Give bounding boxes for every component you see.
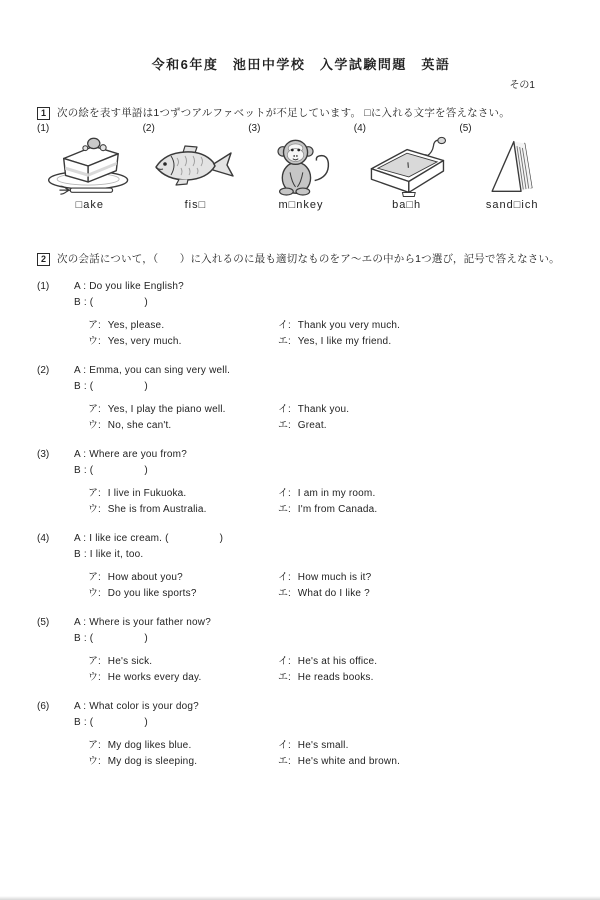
dialogue-line-b: B : ( ) xyxy=(74,296,148,308)
scan-edge-shadow xyxy=(0,896,600,900)
option-u: ウ: My dog is sleeping. xyxy=(88,756,198,767)
question-1 xyxy=(37,279,565,350)
option-u: ウ: Yes, very much. xyxy=(88,336,182,347)
figure-word: sand□ich xyxy=(485,199,539,211)
question-number: (6) xyxy=(37,701,50,712)
option-e: エ: He reads books. xyxy=(278,672,374,683)
figure-item-monkey xyxy=(248,122,354,212)
figure-item-cake xyxy=(37,122,143,212)
dialogue-line-a: A : Where is your father now? xyxy=(74,617,211,628)
figure-number: (1) xyxy=(37,123,50,134)
figure-icon-wrap xyxy=(354,135,460,197)
answer-options xyxy=(88,570,565,602)
option-e: エ: What do I like ? xyxy=(278,588,370,599)
option-i: イ: He's at his office. xyxy=(278,656,378,667)
question-number: (4) xyxy=(37,533,50,544)
monkey-icon xyxy=(270,135,332,197)
option-u: ウ: He works every day. xyxy=(88,672,202,683)
figure-word: ba□h xyxy=(392,199,422,211)
dialogue-line-a: A : I like ice cream. ( ) xyxy=(74,533,224,544)
answer-options xyxy=(88,654,565,686)
fish-icon xyxy=(149,142,241,190)
dialogue-line-b: B : ( ) xyxy=(74,380,148,392)
question-6 xyxy=(37,699,565,770)
question-number: (3) xyxy=(37,449,50,460)
option-e: エ: Yes, I like my friend. xyxy=(278,336,392,347)
option-e: エ: Great. xyxy=(278,420,327,431)
section1-instruction: 次の絵を表す単語は1つずつアルファベットが不足しています。 □に入れる文字を答えなさい。 xyxy=(57,107,510,119)
option-a: ア: Yes, please. xyxy=(88,320,165,331)
figure-icon-wrap xyxy=(248,135,354,197)
option-u: ウ: No, she can't. xyxy=(88,420,172,431)
option-u: ウ: She is from Australia. xyxy=(88,504,207,515)
figure-word: fis□ xyxy=(184,199,207,211)
dialogue-line-b: B : ( ) xyxy=(74,632,148,644)
figure-icon-wrap xyxy=(37,135,143,197)
figure-item-fish xyxy=(143,122,249,212)
page-number-label: その1 xyxy=(509,80,535,91)
dialogue-line-b: B : I like it, too. xyxy=(74,548,144,560)
option-e: エ: I'm from Canada. xyxy=(278,504,378,515)
figure-number: (3) xyxy=(248,123,261,134)
option-i: イ: Thank you very much. xyxy=(278,320,401,331)
answer-options xyxy=(88,486,565,518)
option-e: エ: He's white and brown. xyxy=(278,756,401,767)
option-i: イ: How much is it? xyxy=(278,572,372,583)
option-u: ウ: Do you like sports? xyxy=(88,588,197,599)
figure-word: m□nkey xyxy=(278,199,324,211)
section1-figures xyxy=(37,122,565,212)
section1-header xyxy=(37,106,565,120)
section2-number-box: 2 xyxy=(37,253,50,266)
option-i: イ: I am in my room. xyxy=(278,488,376,499)
option-a: ア: How about you? xyxy=(88,572,183,583)
answer-options xyxy=(88,738,565,770)
figure-word: □ake xyxy=(75,199,104,211)
dialogue-line-b: B : ( ) xyxy=(74,716,148,728)
answer-options xyxy=(88,402,565,434)
dialogue-line-b: B : ( ) xyxy=(74,464,148,476)
option-i: イ: He's small. xyxy=(278,740,349,751)
figure-item-sandwich xyxy=(459,122,565,212)
question-2 xyxy=(37,363,565,434)
question-number: (1) xyxy=(37,281,50,292)
dialogue-line-a: A : Emma, you can sing very well. xyxy=(74,365,231,376)
question-number: (2) xyxy=(37,365,50,376)
question-number: (5) xyxy=(37,617,50,628)
section1-number-box: 1 xyxy=(37,107,50,120)
figure-number: (4) xyxy=(353,123,367,134)
answer-options xyxy=(88,318,565,350)
sandwich-icon xyxy=(484,135,540,197)
question-3 xyxy=(37,447,565,518)
option-a: ア: Yes, I play the piano well. xyxy=(88,404,226,415)
section2-header xyxy=(37,252,565,266)
bathtub-icon xyxy=(363,135,451,197)
figure-number: (5) xyxy=(459,123,472,134)
document-title: 令和6年度 池田中学校 入学試験問題 英語 xyxy=(151,57,451,72)
dialogue-line-a: A : What color is your dog? xyxy=(74,701,199,712)
dialogue-line-a: A : Where are you from? xyxy=(74,449,187,460)
option-i: イ: Thank you. xyxy=(278,404,350,415)
figure-icon-wrap xyxy=(459,135,565,197)
figure-item-bathtub xyxy=(354,122,460,212)
figure-number: (2) xyxy=(142,123,155,134)
option-a: ア: My dog likes blue. xyxy=(88,740,192,751)
dialogue-line-a: A : Do you like English? xyxy=(74,281,184,292)
question-4 xyxy=(37,531,565,602)
figure-icon-wrap xyxy=(143,135,249,197)
option-a: ア: I live in Fukuoka. xyxy=(88,488,187,499)
section2-instruction: 次の会話について，（ ）に入れるのに最も適切なものをア～エの中から1つ選び，記号で答えなさい。 xyxy=(57,253,560,265)
question-5 xyxy=(37,615,565,686)
option-a: ア: He's sick. xyxy=(88,656,153,667)
cake-icon xyxy=(40,135,140,197)
